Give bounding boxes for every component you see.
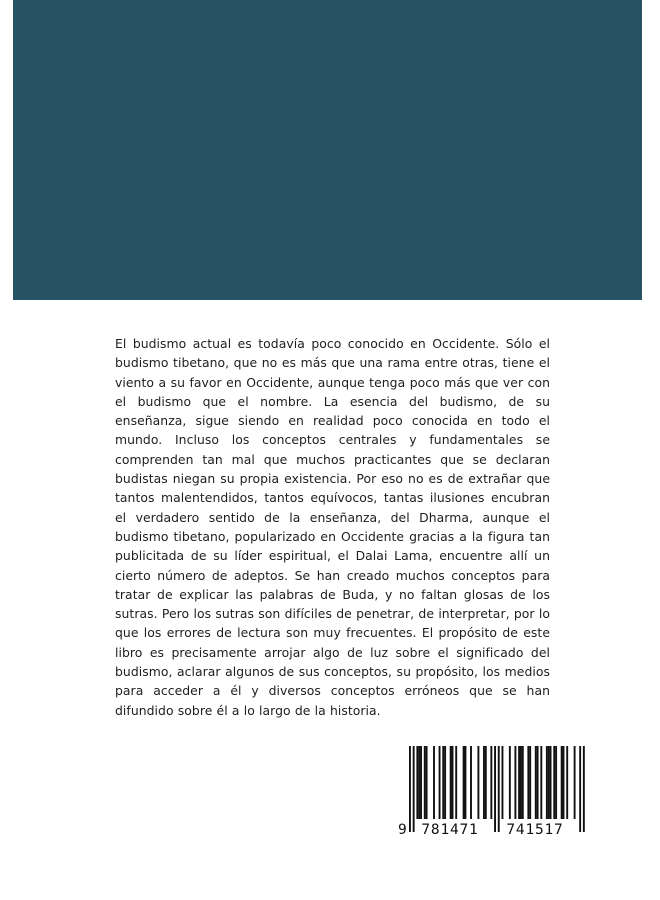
barcode-bar xyxy=(439,746,441,819)
barcode-bar xyxy=(409,746,411,832)
barcode-bar xyxy=(548,746,550,819)
barcode-bar xyxy=(455,746,457,819)
barcode-bar xyxy=(452,746,454,819)
barcode-bar xyxy=(470,746,472,819)
barcode-bar xyxy=(527,746,529,819)
barcode-bar xyxy=(450,746,452,819)
barcode-bar xyxy=(566,746,568,819)
barcode-bar xyxy=(550,746,552,819)
barcode-bars xyxy=(409,746,585,832)
barcode-bar xyxy=(553,746,555,819)
barcode-bar xyxy=(424,746,426,819)
barcode-bar xyxy=(444,746,446,819)
barcode-bar xyxy=(463,746,465,819)
barcode-bar xyxy=(555,746,557,819)
barcode-bar xyxy=(522,746,524,819)
barcode-bar xyxy=(433,746,435,819)
barcode-digit-first: 9 xyxy=(398,822,407,838)
isbn-barcode xyxy=(398,743,588,839)
barcode-bar xyxy=(483,746,485,819)
barcode-bar xyxy=(490,746,492,819)
barcode-bar xyxy=(546,746,548,819)
barcode-bar xyxy=(426,746,428,819)
barcode-bar xyxy=(579,746,581,832)
barcode-bar xyxy=(540,746,542,819)
barcode-bar xyxy=(583,746,585,832)
barcode-digits-right: 741517 xyxy=(506,822,564,838)
barcode-bar xyxy=(477,746,479,819)
barcode-bar xyxy=(563,746,565,819)
barcode-bar xyxy=(494,746,496,832)
barcode-bar xyxy=(465,746,467,819)
barcode-digits-left: 781471 xyxy=(421,822,479,838)
back-cover-blurb: El budismo actual es todavía poco conocido en Occidente. Sólo el budismo tibetano, que no es más que una rama entre otras, tiene el viento a su favor en Occidente, aunque tenga poco más que ver con el budismo que el nombre. La esencia del budismo, de su enseñanza, sigue siendo en realidad poco conocida en todo el mundo. Incluso los conceptos centrales y fundamentales se comprenden tan mal que muchos practicantes que se declaran budistas niegan su propia existencia. Por eso no es de extrañar que tantos malentendidos, tantos equívocos, tantas ilusiones encubran el verdadero sentido de la enseñanza, del Dharma, aunque el budismo tibetano, popularizado en Occidente gracias a la figura tan publicitada de su líder espiritual, el Dalai Lama, encuentre allí un cierto número de adeptos. Se han creado muchos conceptos para tratar de explicar las palabras de Buda, y no faltan glosas de los sutras. Pero los sutras son difíciles de penetrar, de interpretar, por lo que los errores de lectura son muy frecuentes. El propósito de este libro es precisamente arrojar algo de luz sobre el significado del budismo, aclarar algunos de sus conceptos, su propósito, los medios para acceder a él y diversos conceptos erróneos que se han difundido sobre él a lo largo de la historia. xyxy=(115,336,550,718)
barcode-bar xyxy=(520,746,522,819)
barcode-bar xyxy=(509,746,511,819)
barcode-bar xyxy=(485,746,487,819)
barcode-bar xyxy=(535,746,537,819)
barcode-bar xyxy=(561,746,563,819)
barcode-bar xyxy=(574,746,576,819)
barcode-bar xyxy=(416,746,418,819)
barcode-bar xyxy=(420,746,422,819)
barcode-bar xyxy=(413,746,415,832)
cover-color-band xyxy=(13,0,642,300)
barcode-bar xyxy=(537,746,539,819)
barcode-bar xyxy=(502,746,504,819)
barcode-bar xyxy=(418,746,420,819)
barcode-graphic xyxy=(398,743,588,839)
barcode-bar xyxy=(514,746,516,819)
barcode-bar xyxy=(518,746,520,819)
barcode-bar xyxy=(529,746,531,819)
barcode-bar xyxy=(498,746,500,832)
barcode-bar xyxy=(442,746,444,819)
